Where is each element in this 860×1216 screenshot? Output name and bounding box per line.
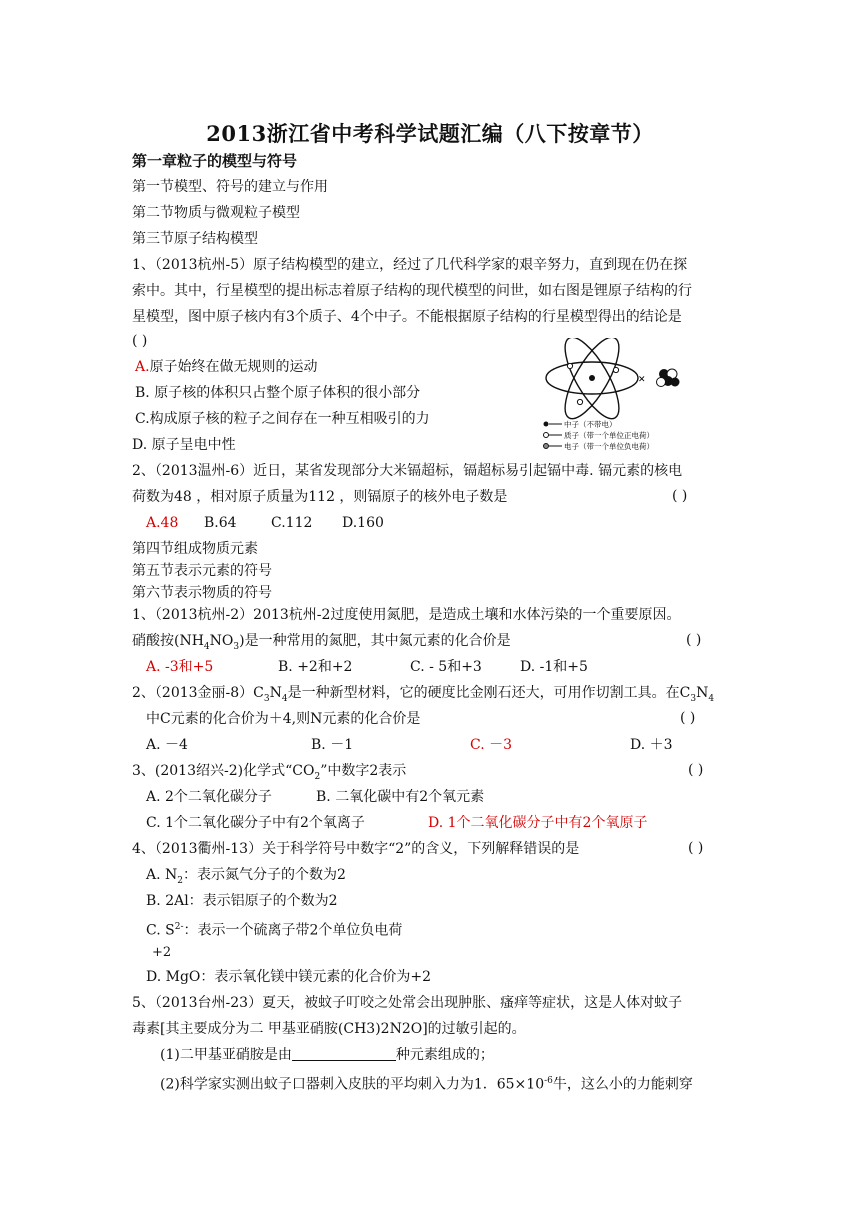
option-d: D. 原子呈电中性 xyxy=(132,437,236,453)
question-text: 4、（2013衢州-13）关于科学符号中数字“2”的含义，下列解释错误的是 xyxy=(132,841,580,857)
legend-electron: 电子（带一个单位负电荷） xyxy=(564,442,654,451)
option-c: C. －3 xyxy=(470,737,513,753)
section-heading: 第三节原子结构模型 xyxy=(132,231,258,247)
answer-parentheses: ( ) xyxy=(688,840,704,856)
question-text: 硝酸按$(NH_4NO_3)$是一种常用的氮肥，其中氮元素的化合价是 xyxy=(132,633,511,652)
option-text: 原子始终在做无规则的运动 xyxy=(149,359,318,375)
option-b: B. +2和+2 xyxy=(278,659,353,675)
option-c: C. $S^{2-}$：表示一个硫离子带2个单位负电荷 xyxy=(146,922,403,939)
section-heading: 第四节组成物质元素 xyxy=(132,541,258,557)
section-heading: 第五节表示元素的符号 xyxy=(132,563,272,579)
atom-model-icon xyxy=(540,338,690,458)
option-d: D. ＋3 xyxy=(630,737,673,753)
question-text: 3、(2013绍兴-2)化学式“$CO_2$”中数字2表示 xyxy=(132,763,407,782)
sub-question-1: (1)二甲基亚硝胺是由 种元素组成的； xyxy=(160,1047,494,1063)
answer-parentheses: ( ) xyxy=(688,762,704,778)
option-c: C.构成原子核的粒子之间存在一种互相吸引的力 xyxy=(135,411,430,427)
option-b: B. 原子核的体积只占整个原子体积的很小部分 xyxy=(135,385,421,401)
option-a: A. 2个二氧化碳分子 xyxy=(146,789,272,805)
option-d: D.160 xyxy=(342,515,384,531)
answer-mark: A. xyxy=(135,359,150,375)
section-heading: 第一节模型、符号的建立与作用 xyxy=(132,179,328,195)
option-a: A. $N_2$：表示氮气分子的个数为2 xyxy=(146,867,346,886)
fill-blank xyxy=(292,1046,396,1061)
option-d: D. MgO：表示氧化镁中镁元素的化合价为+2 xyxy=(146,969,432,985)
lithium-atom-diagram xyxy=(540,338,690,458)
question-text: 2、（2013金丽$-8)C_3N_4$是一种新型材料，它的硬度比金刚石还大，可用作切割工具。在$C_3N_4$ xyxy=(132,685,715,704)
option-b: B.64 xyxy=(204,515,237,531)
question-text: 毒素[其主要成分为二 甲基亚硝胺(CH3)2N2O]的过敏引起的。 xyxy=(132,1021,526,1037)
question-text: 索中。其中，行星模型的提出标志着原子结构的现代模型的问世，如右图是锂原子结构的行 xyxy=(132,283,692,299)
option-d: D. 1个二氧化碳分子中有2个氧原子 xyxy=(428,815,648,831)
answer-parentheses: ( ) xyxy=(672,488,688,504)
svg-text:✕: ✕ xyxy=(638,375,646,385)
question-text: 荷数为48 ，相对原子质量为112 ，则镉原子的核外电子数是 xyxy=(132,489,508,505)
option-a: A. -3和+5 xyxy=(146,659,214,675)
section-heading: 第二节物质与微观粒子模型 xyxy=(132,205,300,221)
question-text: 中C元素的化合价为＋4,则N元素的化合价是 xyxy=(146,711,421,727)
legend-proton: 质子（带一个单位正电荷） xyxy=(564,431,654,440)
option-c: C. - 5和+3 xyxy=(410,659,482,675)
answer-parentheses: ( ) xyxy=(686,632,702,648)
option-b: B. 2Al：表示铝原子的个数为2 xyxy=(146,893,338,909)
question-text: 1、（2013杭州-2）2013杭州-2过度使用氮肥，是造成土壤和水体污染的一个重要原因。 xyxy=(132,607,681,623)
option-a xyxy=(135,358,318,376)
question-text: 5、（2013台州-23）夏天，被蚊子叮咬之处常会出现肿胀、瘙痒等症状，这是人体对蚊子 xyxy=(132,995,683,1011)
option-a: A. －4 xyxy=(146,737,188,753)
answer-parentheses: ( ) xyxy=(680,710,696,726)
answer-parentheses: ( ) xyxy=(132,333,148,349)
option-d: D. -1和+5 xyxy=(520,659,588,675)
option-c: C.112 xyxy=(271,515,313,531)
document-title: 2013浙江省中考科学试题汇编（八下按章节） xyxy=(206,121,654,146)
question-text: 1、（2013杭州-5）原子结构模型的建立，经过了几代科学家的艰辛努力，直到现在仍在探 xyxy=(132,257,688,273)
question-text: 星模型，图中原子核内有3个质子、4个中子。不能根据原子结构的行星模型得出的结论是 xyxy=(132,309,682,325)
question-text: 2、（2013温州-6）近日，某省发现部分大米镉超标，镉超标易引起镉中毒. 镉元素的核电 xyxy=(132,463,683,479)
valence-mark: +2 xyxy=(152,945,172,960)
option-b: B. －1 xyxy=(311,737,354,753)
option-c: C. 1个二氧化碳分子中有2个氧离子 xyxy=(146,815,365,831)
option-b: B. 二氧化碳中有2个氧元素 xyxy=(316,789,485,805)
section-heading: 第六节表示物质的符号 xyxy=(132,585,272,601)
sub-question-2: (2)科学家实测出蚊子口器刺入皮肤的平均刺入力为1．$65\times 10^{-6}$牛，这么小的力能刺穿 xyxy=(160,1076,693,1093)
chapter-heading: 第一章粒子的模型与符号 xyxy=(132,152,298,170)
legend-neutron: 中子（不带电） xyxy=(564,420,617,429)
option-a: A.48 xyxy=(146,515,179,531)
